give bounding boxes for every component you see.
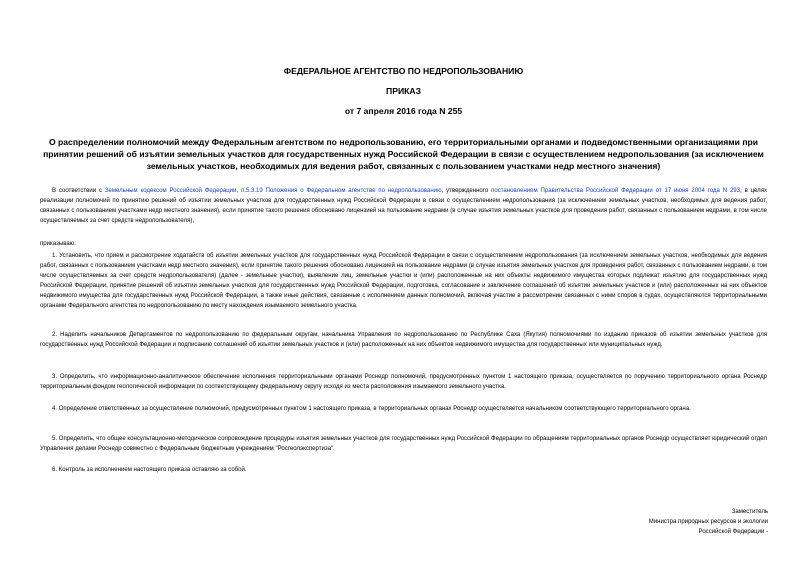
document-type: ПРИКАЗ [386,86,421,96]
preamble-text-3: , утвержденного [441,188,492,194]
orders-label: приказываю: [40,241,76,247]
paragraph-2: 2. Наделить начальников Департаментов по недропользованию по федеральным округам, начальника Управления по недропользованию по Республике Саха (Якутия) полномочиями по изданию приказов об изъятии земельных участков для государственных нужд Российской Федерации и подписанию соглашений об изъятии земельных участков и (или) расположенных на них объектов недвижимого имущества для государственных или муниципальных нужд. [40,332,767,348]
regulation-link[interactable]: п.5.3.19 Положения о Федеральном агентстве по недропользованию [240,188,442,194]
preamble-paragraph [40,186,767,226]
paragraph-3: 3. Определить, что информационно-аналитическое обеспечение исполнения территориальными органами Роснедр полномочий, предусмотренных пунктом 1 настоящего приказа, осуществляется по поручению территориального органа Роснедр территориальным фондом геологической информации по соответствующему федеральному округу исходя из места расположения изымаемого земельного участка. [40,374,767,390]
paragraph-6: 6. Контроль за исполнением настоящего приказа оставляю за собой. [52,467,247,473]
document-date: от 7 апреля 2016 года N 255 [344,106,463,116]
land-code-link[interactable]: Земельным кодексом Российской Федерации [104,188,237,194]
paragraph-5: 5. Определить, что общее консультационно-методическое сопровождение процедуры изъятия земельных участков для государственных нужд Российской Федерации по обращениям территориальных органов Роснедр осуществляет юридический отдел Управления делами Роснедр совместно с Федеральным бюджетным учреждением "Росгеолэкспертиза". [40,436,767,452]
preamble-text-1: В соответствии с [52,188,105,194]
signature-line-2: Министра природных ресурсов и экологии [648,519,768,525]
signature-line-1: Заместитель [731,509,768,515]
preamble-text-2: , [236,188,241,194]
signature-line-3: Российской Федерации - [698,529,768,535]
signature-block [649,507,768,537]
paragraph-4: 4. Определение ответственных за осуществление полномочий, предусмотренных пунктом 1 настоящего приказа, в территориальных органах Роснедр осуществляется начальником соответствующего территориального органа. [52,406,691,412]
paragraph-1: 1. Установить, что прием и рассмотрение ходатайств об изъятии земельных участков для государственных нужд Российской Федерации в связи с осуществлением недропользования (за исключением земельных участков, необходимых для ведения работ, связанных с пользованием участками недр местного значения), если принятие такого решения обосновано лицензией на пользование недрами (в случае изъятия земельных участков для проведения работ, связанных с пользованием недрами, в том числе осуществляемых за счет средств недропользователя) (далее - земельные участки), выявление лиц, земельные участки и (или) расположенные на них объекты недвижимого имущества которых подлежат изъятию для государственных нужд Российской Федерации, принятие решений об изъятии земельных участков для государственных нужд Российской Федерации, подготовка, согласование и заключение соглашений об изъятии земельных участков и (или) расположенных на них объектов недвижимого имущества для государственных нужд Российской Федерации, а также иные действия, связанные с исполнением данных полномочий, включая участие в рассмотрении связанных с ними споров в судах, осуществляются территориальными органами Федерального агентства по недропользованию по месту нахождения изымаемого земельного участка. [40,253,767,309]
document-title: О распределении полномочий между Федеральным агентством по недропользованию, его территориальными органами и подведомственными организациями при принятии решений об изъятии земельных участков для государственных нужд Российской Федерации в связи с осуществлением недропользования (за исключением земельных участков, необходимых для ведения работ, связанных с пользованием участками недр местного значения) [43,137,764,171]
preamble-text-4: , в целях реализации полномочий по принятию решений об изъятии земельных участков для государственных нужд Российской Федерации в связи с осуществлением недропользования (за исключением земельных участков, необходимых для ведения работ, связанных с пользованием участками недр местного значения), если принятие такого решения обосновано лицензией на пользование недрами (в случае изъятия земельных участков для проведения работ, связанных с пользованием недрами, в том числе осуществляемых за счет средств недропользователя), [40,188,768,224]
agency-name: ФЕДЕРАЛЬНОЕ АГЕНТСТВО ПО НЕДРОПОЛЬЗОВАНИЮ [283,66,524,76]
government-decree-link[interactable]: постановлением Правительства Российской Федерации от 17 июня 2004 года N 293 [491,188,741,194]
